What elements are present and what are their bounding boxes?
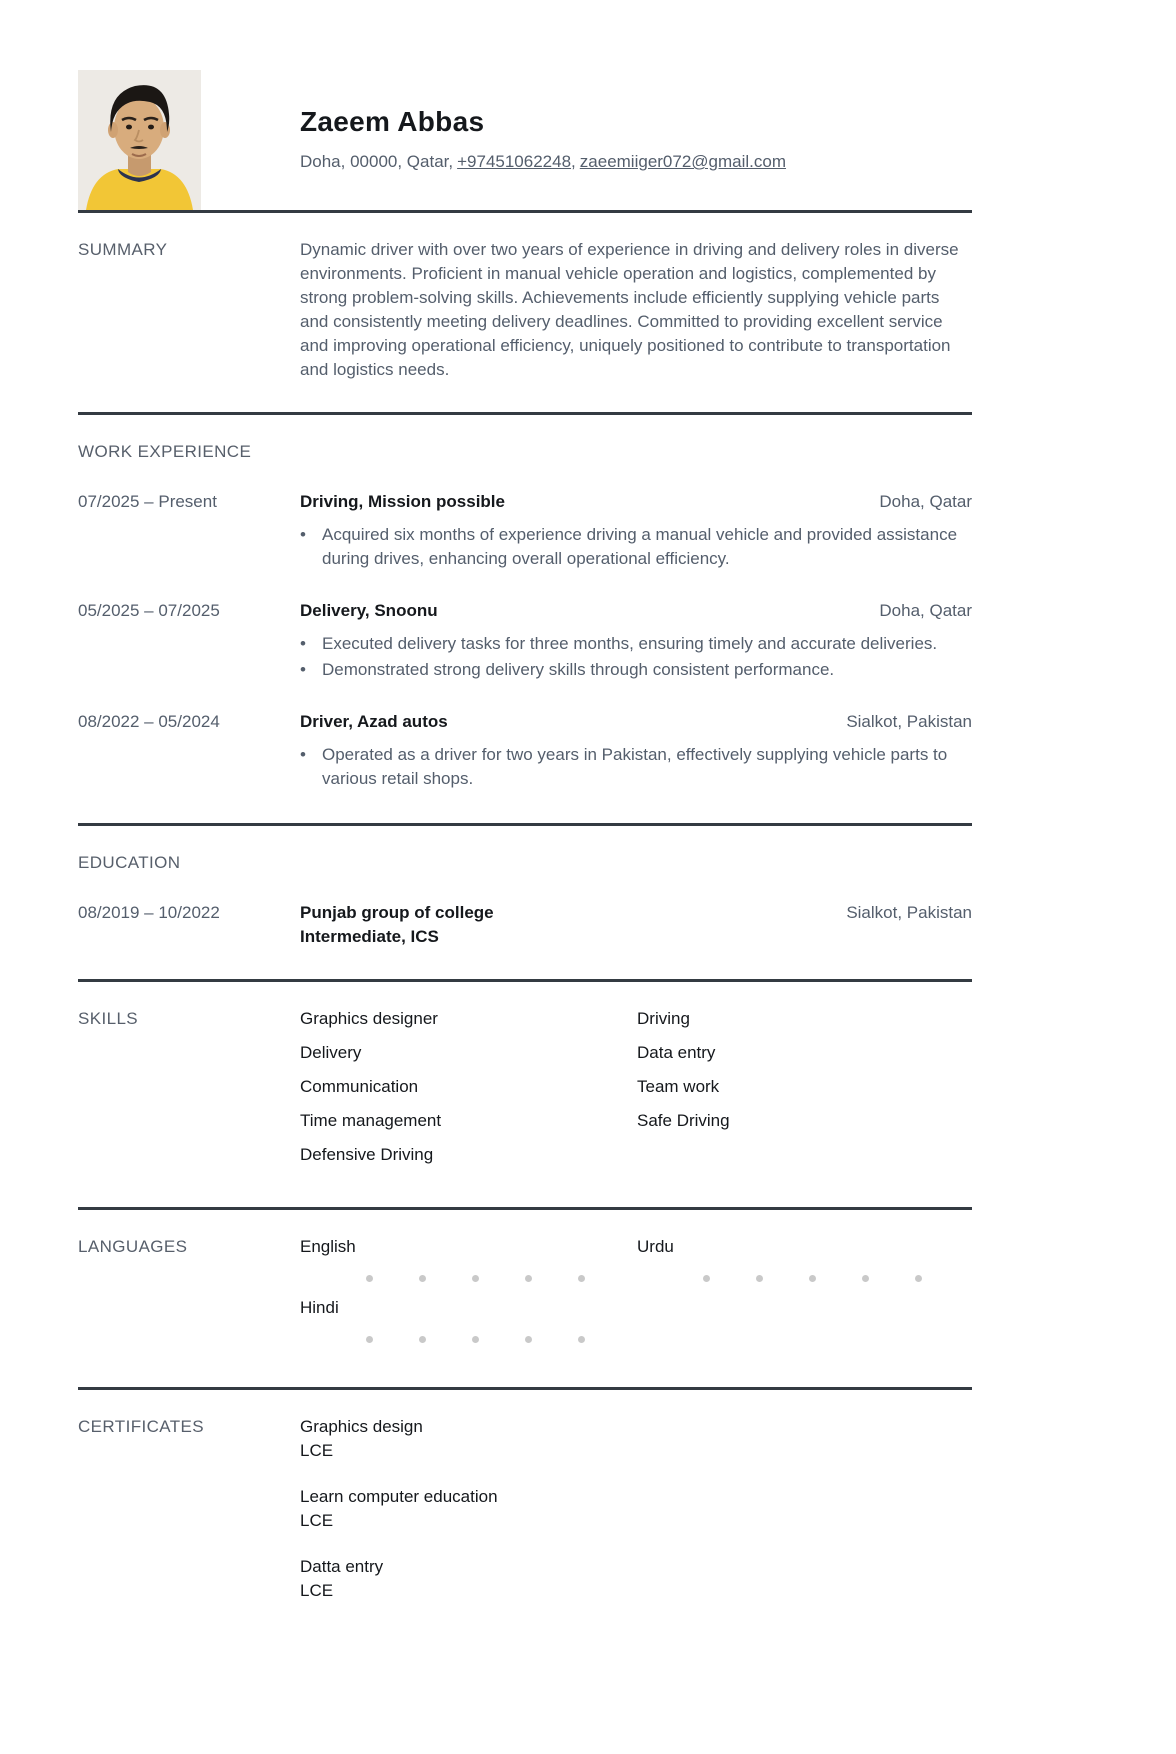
rating-dot — [419, 1275, 426, 1282]
work-entry — [78, 490, 972, 573]
skill-item: Time management — [300, 1111, 442, 1130]
contact-location: Doha, 00000, Qatar, — [300, 152, 454, 171]
rating-dot — [366, 1336, 373, 1343]
bullet-item — [300, 743, 972, 791]
bullet-icon: • — [300, 634, 306, 653]
entry-location: Doha, Qatar — [879, 492, 972, 511]
work-experience-label: WORK EXPERIENCE — [78, 442, 252, 461]
certificates-section — [78, 1390, 972, 1655]
entry-title: Driver, Azad autos — [300, 712, 448, 731]
skill-item: Safe Driving — [637, 1111, 730, 1130]
rating-dot — [525, 1275, 532, 1282]
entry-title: Driving, Mission possible — [300, 492, 505, 511]
bullet-item — [300, 658, 972, 682]
work-experience-section — [78, 415, 972, 823]
entry-location: Doha, Qatar — [879, 601, 972, 620]
entry-location: Sialkot, Pakistan — [846, 712, 972, 731]
language-item — [637, 1235, 972, 1282]
skills-column-2 — [637, 1007, 972, 1177]
language-item — [300, 1296, 637, 1343]
certificate-item — [300, 1485, 972, 1533]
summary-label: SUMMARY — [78, 240, 168, 259]
education-entry — [78, 901, 972, 949]
education-section — [78, 826, 972, 979]
profile-photo-illustration — [78, 70, 201, 210]
certificate-item — [300, 1555, 972, 1603]
phone-link[interactable]: +97451062248 — [457, 152, 572, 171]
rating-dot — [703, 1275, 710, 1282]
bullet-icon: • — [300, 525, 306, 544]
language-rating — [300, 1275, 637, 1282]
certificate-title: Datta entry — [300, 1557, 384, 1576]
entry-dates: 07/2025 – Present — [78, 492, 217, 511]
entry-dates: 05/2025 – 07/2025 — [78, 601, 220, 620]
languages-label: LANGUAGES — [78, 1237, 188, 1256]
language-name: Hindi — [300, 1298, 339, 1317]
bullet-text: Operated as a driver for two years in Pakistan, effectively supplying vehicle parts to various retail shops. — [322, 745, 948, 788]
skills-column-1 — [300, 1007, 637, 1177]
bullet-text: Acquired six months of experience driving a manual vehicle and provided assistance during drives, enhancing overall operational efficiency. — [322, 525, 958, 568]
resume-header — [78, 70, 972, 210]
skill-item: Communication — [300, 1077, 419, 1096]
language-rating — [300, 1336, 637, 1343]
email-link[interactable]: zaeemiiger072@gmail.com — [579, 152, 787, 171]
rating-dot — [472, 1275, 479, 1282]
entry-location: Sialkot, Pakistan — [846, 903, 972, 922]
rating-dot — [756, 1275, 763, 1282]
entry-dates: 08/2019 – 10/2022 — [78, 903, 220, 922]
certificate-issuer: LCE — [300, 1511, 334, 1530]
bullet-icon: • — [300, 745, 306, 764]
rating-dot — [915, 1275, 922, 1282]
certificate-title: Graphics design — [300, 1417, 423, 1436]
skill-item: Defensive Driving — [300, 1145, 434, 1164]
languages-section — [78, 1210, 972, 1387]
certificate-issuer: LCE — [300, 1441, 334, 1460]
language-rating — [637, 1275, 972, 1282]
entry-bullets — [300, 632, 972, 682]
certificate-issuer: LCE — [300, 1581, 334, 1600]
language-name: English — [300, 1237, 356, 1256]
entry-title: Delivery, Snoonu — [300, 601, 438, 620]
summary-text: Dynamic driver with over two years of experience in driving and delivery roles in diverse environments. Proficient in manual vehicle operation and logistics, complemented by strong problem-solving skills. Achievements include efficiently supplying vehicle parts and consistently meeting delivery deadlines. Committed to providing excellent service and improving operational efficiency, uniquely positioned to contribute to transportation and logistics needs. — [300, 240, 959, 379]
degree-name: Intermediate, ICS — [300, 927, 439, 946]
contact-separator: , — [571, 152, 576, 171]
contact-line — [300, 150, 786, 174]
education-label: EDUCATION — [78, 853, 181, 872]
skills-section — [78, 982, 972, 1207]
rating-dot — [419, 1336, 426, 1343]
rating-dot — [578, 1275, 585, 1282]
bullet-item — [300, 632, 972, 656]
certificate-item — [300, 1415, 972, 1463]
bullet-text: Executed delivery tasks for three months, ensuring timely and accurate deliveries. — [322, 634, 938, 653]
skill-item: Delivery — [300, 1043, 362, 1062]
certificate-title: Learn computer education — [300, 1487, 498, 1506]
rating-dot — [809, 1275, 816, 1282]
school-name: Punjab group of college — [300, 903, 494, 922]
rating-dot — [862, 1275, 869, 1282]
bullet-text: Demonstrated strong delivery skills through consistent performance. — [322, 660, 835, 679]
rating-dot — [578, 1336, 585, 1343]
entry-bullets — [300, 523, 972, 571]
header-text — [201, 70, 786, 174]
skills-label: SKILLS — [78, 1009, 139, 1028]
language-name: Urdu — [637, 1237, 674, 1256]
work-entry — [78, 599, 972, 684]
entry-bullets — [300, 743, 972, 791]
page-title: Zaeem Abbas — [300, 106, 485, 137]
skill-item: Driving — [637, 1009, 690, 1028]
profile-photo — [78, 70, 201, 210]
bullet-item — [300, 523, 972, 571]
entry-dates: 08/2022 – 05/2024 — [78, 712, 220, 731]
language-item — [300, 1235, 637, 1282]
rating-dot — [525, 1336, 532, 1343]
skill-item: Data entry — [637, 1043, 716, 1062]
work-entry — [78, 710, 972, 793]
skill-item: Team work — [637, 1077, 720, 1096]
rating-dot — [366, 1275, 373, 1282]
rating-dot — [472, 1336, 479, 1343]
bullet-icon: • — [300, 660, 306, 679]
certificates-label: CERTIFICATES — [78, 1417, 205, 1436]
summary-section — [78, 213, 972, 412]
skill-item: Graphics designer — [300, 1009, 438, 1028]
